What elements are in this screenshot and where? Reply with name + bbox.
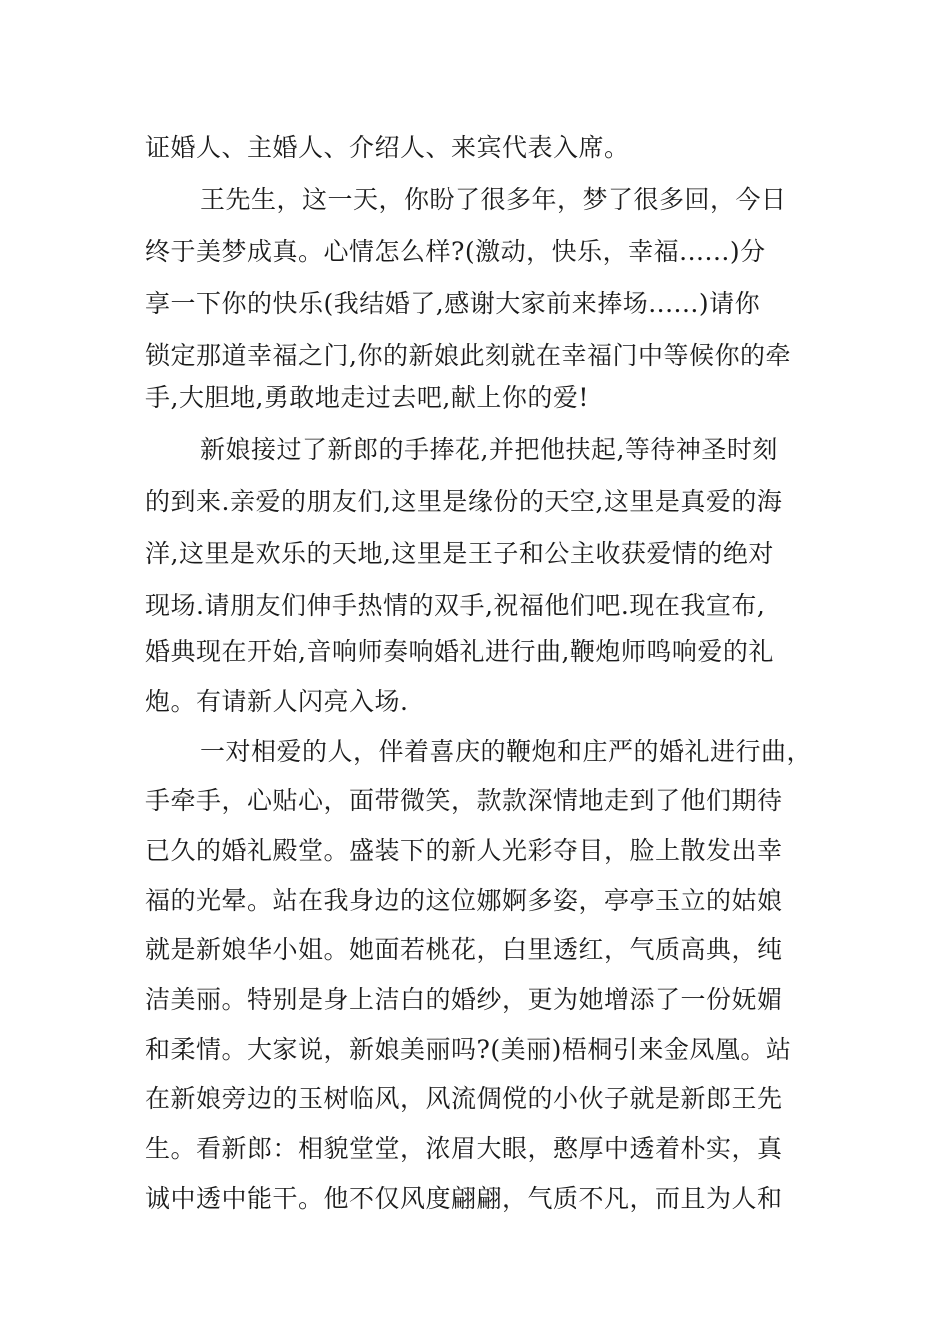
text-line: 洋,这里是欢乐的天地,这里是王子和公主收获爱情的绝对 [145, 539, 774, 568]
text-line: 手牵手，心贴心，面带微笑，款款深情地走到了他们期待 [145, 786, 783, 815]
text-line: 现场.请朋友们伸手热情的双手,祝福他们吧.现在我宣布, [145, 591, 766, 620]
text-line: 证婚人、主婚人、介绍人、来宾代表入席。 [145, 133, 630, 162]
text-line: 在新娘旁边的玉树临风，风流倜傥的小伙子就是新郎王先 [145, 1084, 783, 1113]
text-line: 锁定那道幸福之门,你的新娘此刻就在幸福门中等候你的牵 [145, 341, 791, 370]
text-line: 就是新娘华小姐。她面若桃花，白里透红，气质高典，纯 [145, 935, 783, 964]
text-line: 洁美丽。特别是身上洁白的婚纱，更为她增添了一份妩媚 [145, 985, 783, 1014]
text-line: 享一下你的快乐(我结婚了,感谢大家前来捧场......)请你 [145, 289, 761, 318]
text-line: 新娘接过了新郎的手捧花,并把他扶起,等待神圣时刻 [200, 435, 778, 464]
text-line: 生。看新郎：相貌堂堂，浓眉大眼，憨厚中透着朴实，真 [145, 1134, 783, 1163]
text-line: 手,大胆地,勇敢地走过去吧,献上你的爱! [145, 383, 589, 412]
text-line: 已久的婚礼殿堂。盛装下的新人光彩夺目，脸上散发出幸 [145, 836, 783, 865]
text-line: 一对相爱的人，伴着喜庆的鞭炮和庄严的婚礼进行曲， [200, 737, 813, 766]
text-line: 和柔情。大家说，新娘美丽吗?(美丽)梧桐引来金凤凰。站 [145, 1035, 792, 1064]
text-line: 婚典现在开始,音响师奏响婚礼进行曲,鞭炮师鸣响爱的礼 [145, 637, 774, 666]
text-line: 终于美梦成真。心情怎么样?(激动，快乐，幸福......)分 [145, 237, 766, 266]
text-line: 诚中透中能干。他不仅风度翩翩，气质不凡，而且为人和 [145, 1184, 783, 1213]
text-line: 王先生，这一天，你盼了很多年，梦了很多回，今日 [200, 185, 787, 214]
text-line: 的到来.亲爱的朋友们,这里是缘份的天空,这里是真爱的海 [145, 487, 783, 516]
text-line: 福的光晕。站在我身边的这位娜婀多姿，亭亭玉立的姑娘 [145, 886, 783, 915]
text-line: 炮。有请新人闪亮入场. [145, 687, 409, 716]
